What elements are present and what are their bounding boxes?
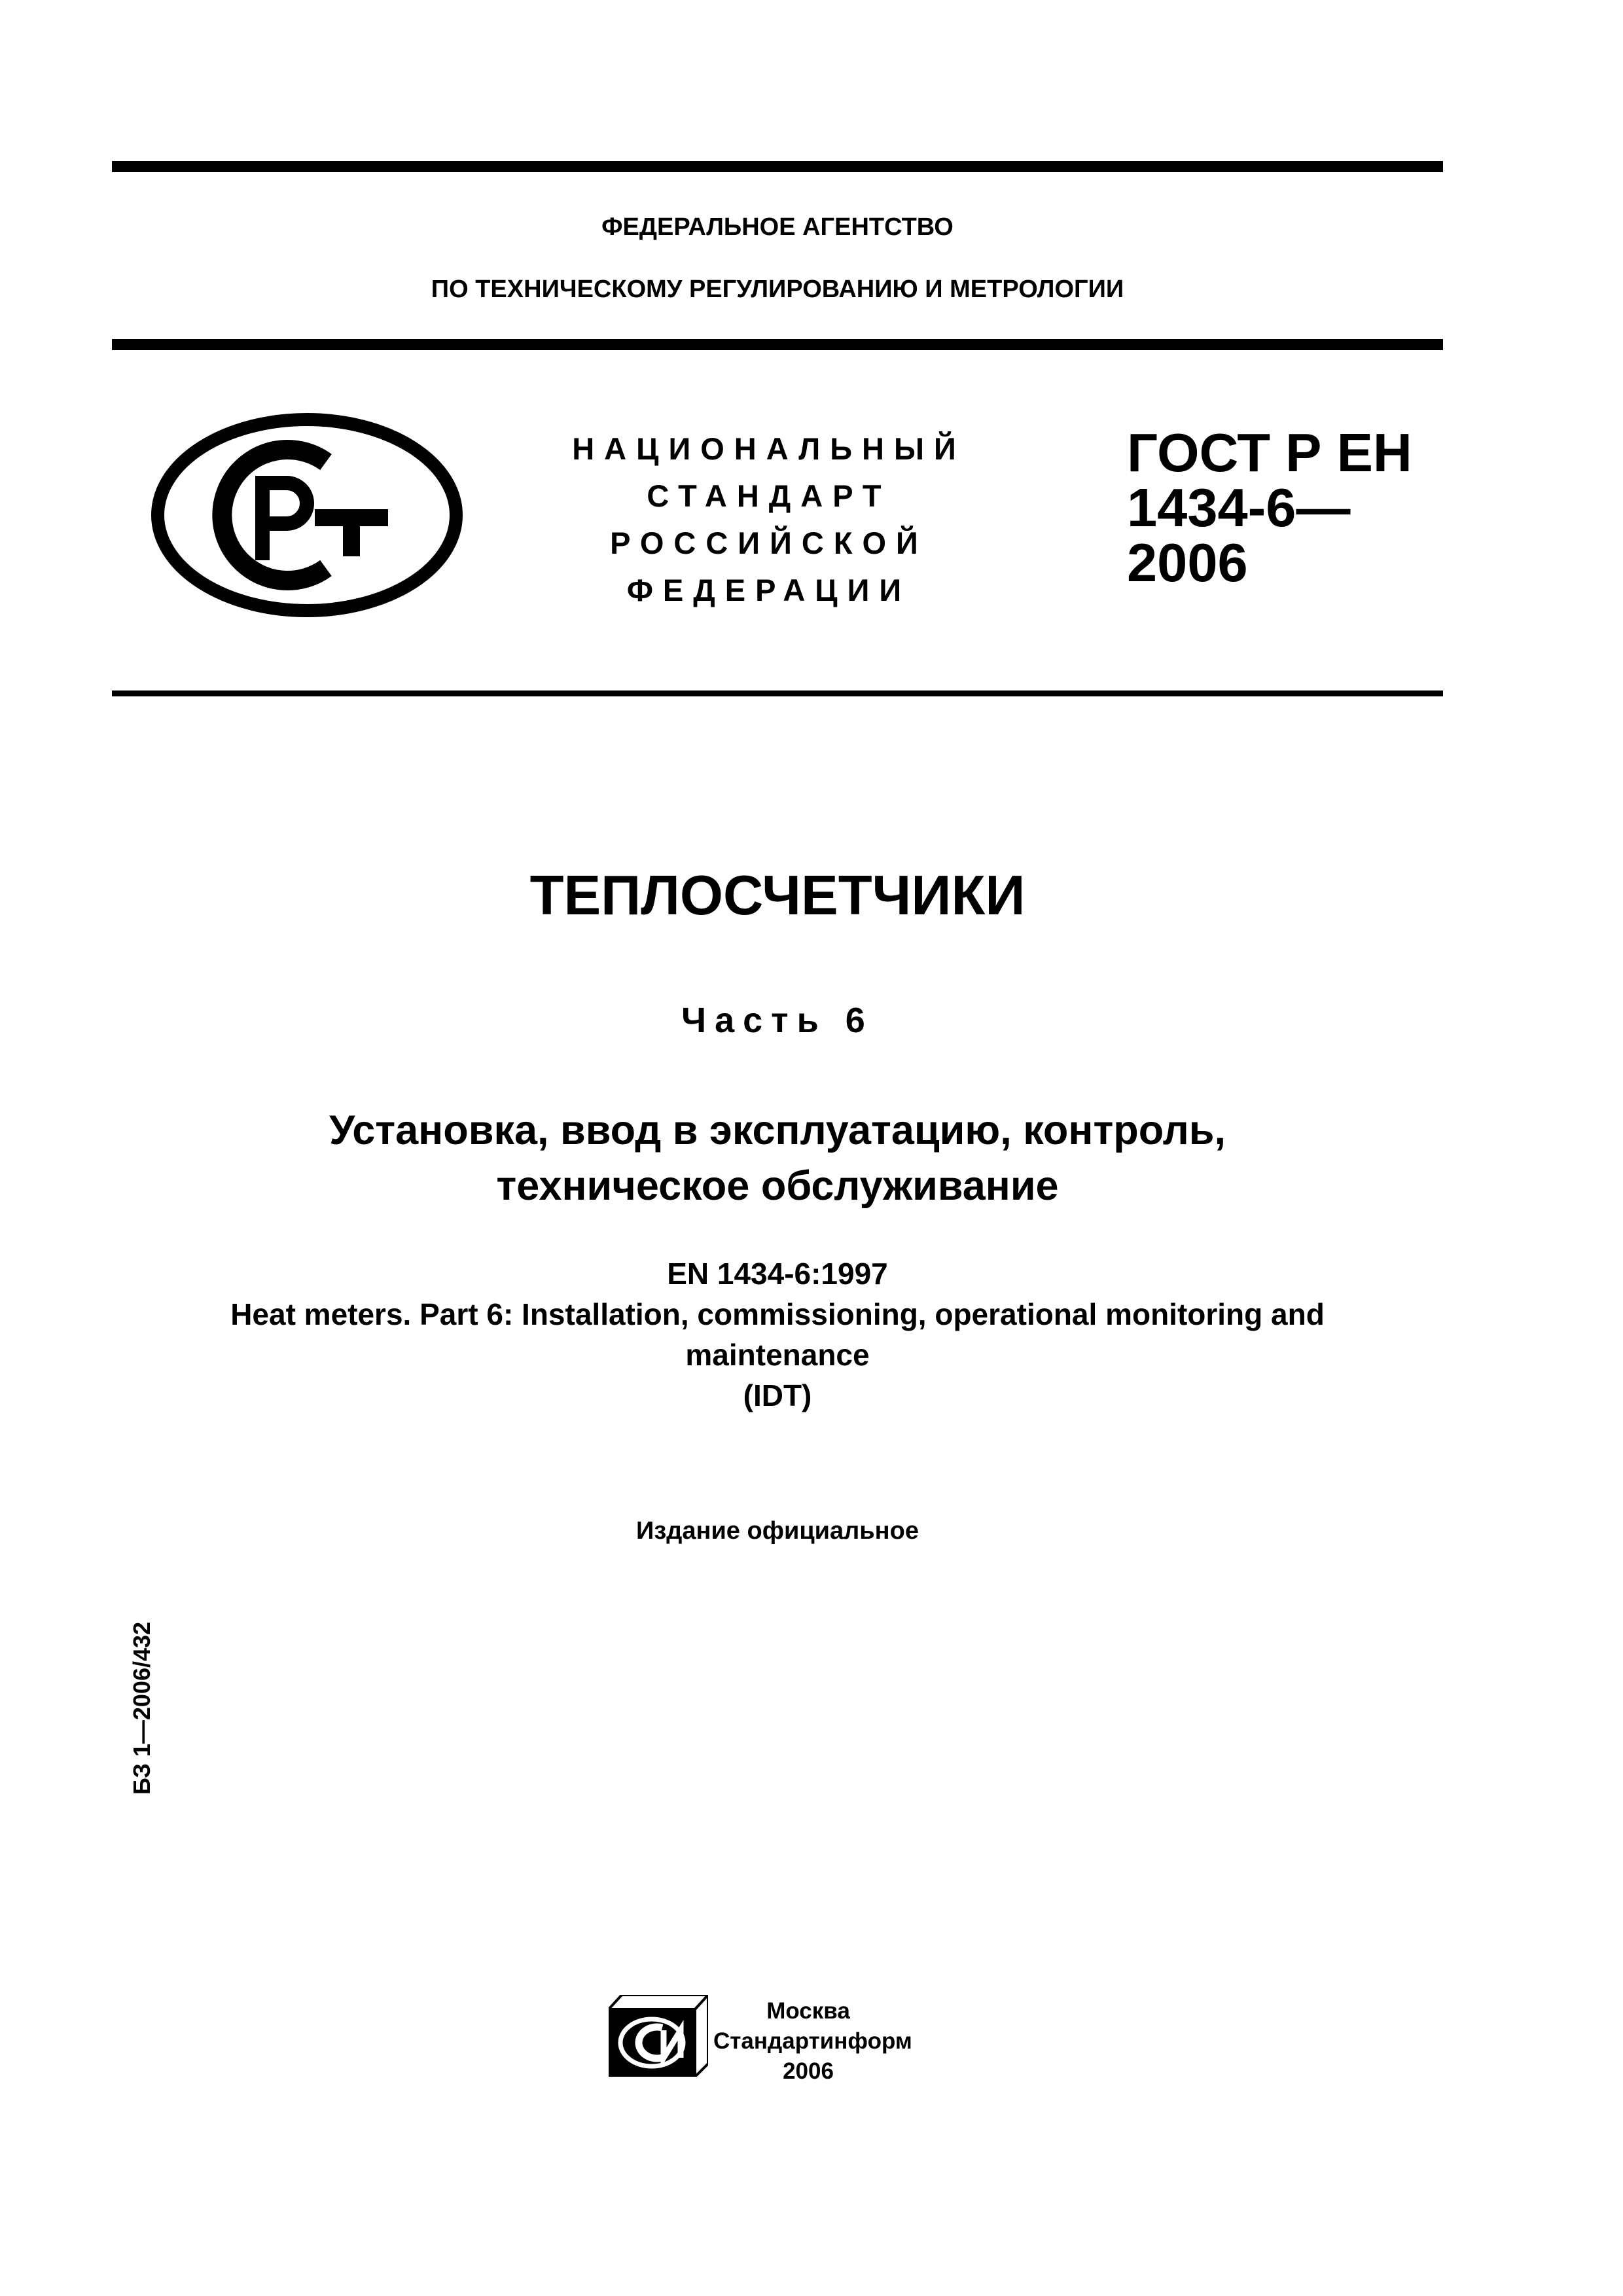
document-subtitle: [112, 1103, 1443, 1214]
national-standard-line: РОССИЙСКОЙ: [610, 526, 928, 560]
publisher-year: 2006: [783, 2058, 834, 2084]
en-title-line: Heat meters. Part 6: Installation, commissioning, operational monitoring and: [230, 1297, 1325, 1331]
national-standard-label: [553, 425, 985, 614]
subtitle-line: Установка, ввод в эксплуатацию, контроль,: [329, 1107, 1226, 1153]
standard-number-line: ГОСТ Р ЕН: [1127, 422, 1412, 483]
agency-name-line2: ПО ТЕХНИЧЕСКОМУ РЕГУЛИРОВАНИЮ И МЕТРОЛОГИИ: [431, 276, 1124, 303]
en-title-line: maintenance: [685, 1338, 870, 1372]
standard-number-line: 2006: [1127, 532, 1248, 593]
edition-label: Издание официальное: [636, 1517, 919, 1545]
middle-rule: [112, 339, 1443, 350]
publisher-name: Стандартинформ: [713, 2028, 912, 2054]
publisher-city: Москва: [766, 1998, 850, 2024]
national-standard-line: СТАНДАРТ: [647, 478, 891, 513]
en-code: EN 1434-6:1997: [667, 1257, 888, 1291]
document-title: ТЕПЛОСЧЕТЧИКИ: [529, 865, 1026, 927]
standartinform-logo-icon: [609, 1995, 708, 2077]
national-standard-line: ФЕДЕРАЦИИ: [626, 573, 912, 607]
publisher-block: [713, 1996, 912, 2087]
top-rule: [112, 161, 1443, 172]
national-standard-line: НАЦИОНАЛЬНЫЙ: [572, 431, 966, 466]
part-number: Часть 6: [681, 1001, 874, 1040]
side-code: БЗ 1—2006/432: [128, 1621, 155, 1795]
standard-number: [1127, 422, 1412, 593]
en-reference: [112, 1253, 1443, 1416]
subtitle-line: техническое обслуживание: [496, 1163, 1059, 1209]
rst-conformity-mark-icon: [148, 411, 466, 619]
agency-name-line1: ФЕДЕРАЛЬНОЕ АГЕНТСТВО: [601, 213, 954, 241]
standard-number-line: 1434-6—: [1127, 477, 1351, 538]
lower-rule: [112, 691, 1443, 696]
en-equivalence: (IDT): [743, 1378, 812, 1412]
